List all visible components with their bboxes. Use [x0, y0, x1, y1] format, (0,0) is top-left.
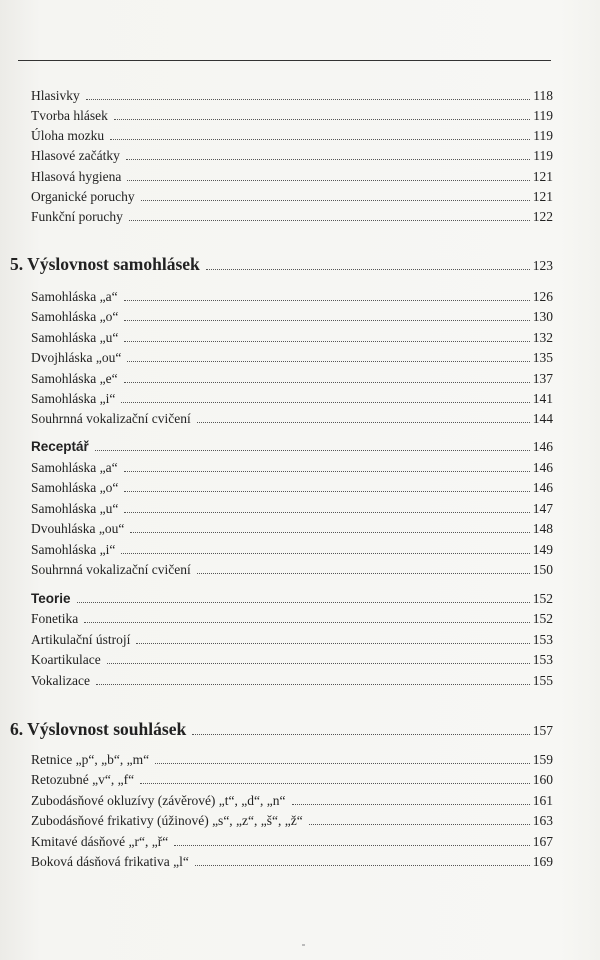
toc-entry: [31, 456, 553, 476]
leader-dots: [141, 199, 530, 201]
section-page: 152: [532, 591, 553, 606]
toc-entry-title: Samohláska „u“: [31, 330, 119, 345]
toc-entry-title: Souhrnná vokalizační cvičení: [31, 411, 191, 426]
toc-entry-title: Koartikulace: [31, 652, 101, 667]
toc-entry-page: 149: [532, 542, 553, 557]
toc-entry-page: 163: [532, 813, 553, 828]
toc-entry: [31, 538, 553, 558]
leader-dots: [129, 219, 530, 221]
toc-entry-title: Funkční poruchy: [31, 209, 123, 224]
toc-entry-title: Souhrnná vokalizační cvičení: [31, 562, 191, 577]
toc-section-heading: [31, 587, 553, 607]
toc-entry: [31, 407, 553, 427]
leader-dots: [124, 319, 529, 321]
leader-dots: [95, 449, 530, 451]
toc-entry: [31, 387, 553, 407]
toc-entry-title: Hlasové začátky: [31, 148, 120, 163]
toc-entry-title: Samohláska „o“: [31, 480, 119, 495]
toc-entry-page: 150: [532, 562, 553, 577]
toc-entry: [31, 768, 553, 788]
chapter-title: 6. Výslovnost souhlásek: [10, 719, 187, 739]
toc-entry-title: Dvojhláska „ou“: [31, 350, 122, 365]
toc-entry-page: 141: [532, 391, 553, 406]
section-page: 146: [532, 439, 553, 454]
toc-entry-page: 132: [532, 330, 553, 345]
toc-entry: [31, 205, 553, 225]
toc-entry: [31, 285, 553, 305]
toc-entry: [31, 144, 553, 164]
toc-entry: [31, 669, 553, 689]
toc-entry: [31, 165, 553, 185]
leader-dots: [197, 572, 530, 574]
toc-entry-page: 118: [533, 88, 553, 103]
leader-dots: [121, 552, 529, 554]
toc-entry: [31, 367, 553, 387]
toc-entry: [31, 497, 553, 517]
toc-entry-page: 153: [532, 652, 553, 667]
toc-entry-title: Samohláska „a“: [31, 289, 118, 304]
toc-entry-page: 130: [532, 309, 553, 324]
toc-entry-page: 135: [532, 350, 553, 365]
toc-entry-page: 119: [533, 108, 553, 123]
toc-entry-page: 147: [532, 501, 553, 516]
toc-entry-title: Zubodásňové okluzívy (závěrové) „t“, „d“, „n“: [31, 793, 286, 808]
leader-dots: [155, 762, 530, 764]
toc-entry-title: Samohláska „i“: [31, 542, 116, 557]
toc-entry-title: Samohláska „u“: [31, 501, 119, 516]
leader-dots: [140, 782, 530, 784]
toc-entry-page: 152: [532, 611, 553, 626]
toc-entry-title: Organické poruchy: [31, 189, 135, 204]
leader-dots: [84, 621, 530, 623]
chapter-page: 157: [532, 723, 553, 738]
toc-entry-title: Retnice „p“, „b“, „m“: [31, 752, 150, 767]
print-speck: [302, 944, 305, 946]
chapter-title: 5. Výslovnost samohlásek: [10, 254, 200, 274]
section-title: Teorie: [31, 591, 71, 606]
leader-dots: [309, 823, 530, 825]
leader-dots: [292, 803, 530, 805]
leader-dots: [136, 642, 529, 644]
leader-dots: [124, 299, 530, 301]
toc-entry-title: Boková dásňová frikativa „l“: [31, 854, 189, 869]
toc-entry: [31, 558, 553, 578]
toc-entry-title: Hlasivky: [31, 88, 80, 103]
toc-chapter-heading: [10, 252, 553, 274]
toc-entry: [31, 830, 553, 850]
toc-entry-page: 146: [532, 480, 553, 495]
toc-entry-page: 153: [532, 632, 553, 647]
leader-dots: [197, 421, 530, 423]
toc-entry-title: Tvorba hlásek: [31, 108, 108, 123]
toc-entry-page: 160: [532, 772, 553, 787]
toc-entry: [31, 809, 553, 829]
toc-entry: [31, 124, 553, 144]
toc-entry-title: Artikulační ústrojí: [31, 632, 131, 647]
toc-entry-title: Samohláska „e“: [31, 371, 118, 386]
toc-entry: [31, 185, 553, 205]
toc-entry: [31, 305, 553, 325]
toc-entry-title: Zubodásňové frikativy (úžinové) „s“, „z“, „š“, „ž“: [31, 813, 303, 828]
toc-entry: [31, 517, 553, 537]
toc-entry-title: Fonetika: [31, 611, 79, 626]
leader-dots: [96, 683, 530, 685]
toc-entry-page: 126: [532, 289, 553, 304]
leader-dots: [77, 601, 530, 603]
toc-entry-title: Vokalizace: [31, 673, 90, 688]
toc-entry: [31, 104, 553, 124]
toc-entry-page: 137: [532, 371, 553, 386]
leader-dots: [110, 138, 530, 140]
toc-entry: [31, 748, 553, 768]
leader-dots: [126, 158, 530, 160]
section-title: Receptář: [31, 439, 89, 454]
toc-entry-page: 119: [533, 148, 553, 163]
toc-entry-page: 148: [532, 521, 553, 536]
leader-dots: [127, 360, 529, 362]
toc-entry: [31, 648, 553, 668]
toc-entry-title: Hlasová hygiena: [31, 169, 122, 184]
toc-entry-page: 169: [532, 854, 553, 869]
toc-entry-title: Dvouhláska „ou“: [31, 521, 125, 536]
toc-entry-page: 119: [533, 128, 553, 143]
leader-dots: [127, 179, 529, 181]
toc-entry: [31, 346, 553, 366]
leader-dots: [174, 844, 530, 846]
leader-dots: [124, 511, 529, 513]
leader-dots: [206, 268, 530, 270]
toc-entry-title: Retozubné „v“, „f“: [31, 772, 135, 787]
toc-entry-title: Samohláska „i“: [31, 391, 116, 406]
toc-entry-page: 159: [532, 752, 553, 767]
toc-entry: [31, 628, 553, 648]
toc-entry-title: Kmitavé dásňové „r“, „ř“: [31, 834, 169, 849]
leader-dots: [86, 98, 531, 100]
toc-entry-title: Úloha mozku: [31, 128, 105, 143]
leader-dots: [114, 118, 530, 120]
toc-entry-page: 161: [532, 793, 553, 808]
toc-entry-page: 146: [532, 460, 553, 475]
leader-dots: [192, 733, 530, 735]
toc-entry-page: 121: [532, 189, 553, 204]
toc-entry-page: 144: [532, 411, 553, 426]
toc-entry: [31, 789, 553, 809]
toc-chapter-heading: [10, 717, 553, 739]
toc-entry: [31, 326, 553, 346]
leader-dots: [124, 381, 530, 383]
toc-entry-page: 167: [532, 834, 553, 849]
toc-entry: [31, 476, 553, 496]
leader-dots: [130, 531, 529, 533]
leader-dots: [121, 401, 529, 403]
toc-entry-title: Samohláska „a“: [31, 460, 118, 475]
toc-entry: [31, 850, 553, 870]
toc-entry: [31, 84, 553, 104]
toc-entry-page: 121: [532, 169, 553, 184]
leader-dots: [195, 864, 530, 866]
toc-entry-page: 155: [532, 673, 553, 688]
leader-dots: [107, 662, 530, 664]
toc-entry-title: Samohláska „o“: [31, 309, 119, 324]
leader-dots: [124, 470, 530, 472]
toc-entry: [31, 607, 553, 627]
leader-dots: [124, 340, 529, 342]
toc-section-heading: [31, 435, 553, 455]
chapter-page: 123: [532, 258, 553, 273]
toc-entry-page: 122: [532, 209, 553, 224]
leader-dots: [124, 490, 529, 492]
